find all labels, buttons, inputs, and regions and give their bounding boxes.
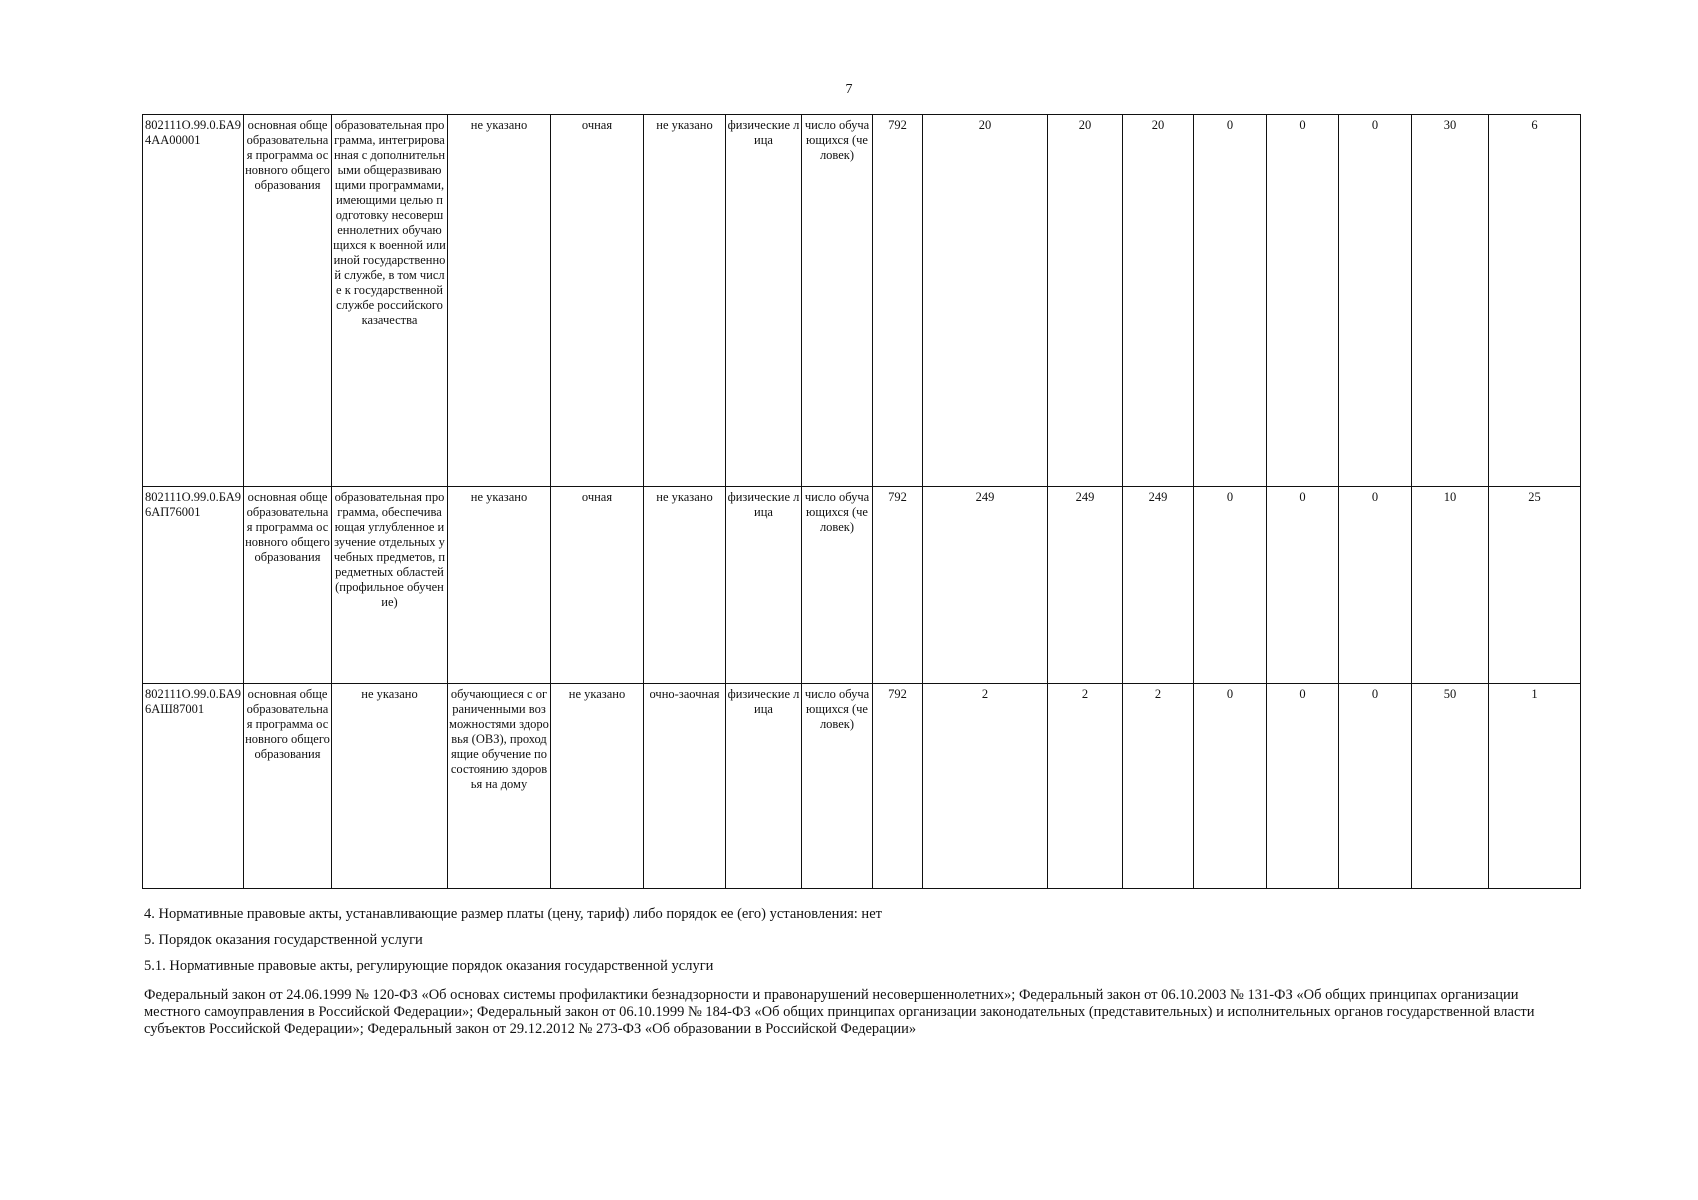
okei-cell: 792 <box>873 115 923 487</box>
note-item-4: 4. Нормативные правовые акты, устанавливающие размер платы (цену, тариф) либо порядок ее (его) установления: нет <box>144 906 882 922</box>
value-cell: 0 <box>1267 487 1339 684</box>
category-cell: не указано <box>448 487 551 684</box>
value-cell: 0 <box>1267 115 1339 487</box>
value-cell: 0 <box>1339 487 1412 684</box>
consumers-cell: физические лица <box>726 684 802 889</box>
value-cell: 50 <box>1412 684 1489 889</box>
registry-code: 802111О.99.0.БА94АА00001 <box>143 115 244 487</box>
value-cell: 30 <box>1412 115 1489 487</box>
value-cell: 0 <box>1339 115 1412 487</box>
value-cell: 0 <box>1339 684 1412 889</box>
value-cell: 6 <box>1489 115 1581 487</box>
value-cell: 0 <box>1194 115 1267 487</box>
content-cell: образовательная программа, интегрированная с дополнительными общеразвивающими программами, имеющими целью подготовку несовершеннолетних обучающихся к военной или иной государственной службе, в том числе к государственной службе российского казачества <box>332 115 448 487</box>
note-item-5: 5. Порядок оказания государственной услуги <box>144 932 423 948</box>
indicator-cell: число обучающихся (человек) <box>802 684 873 889</box>
value-cell: 1 <box>1489 684 1581 889</box>
value-cell: 249 <box>923 487 1048 684</box>
okei-cell: 792 <box>873 487 923 684</box>
value-cell: 20 <box>1048 115 1123 487</box>
consumers-cell: физические лица <box>726 115 802 487</box>
notes-section <box>144 905 1564 1046</box>
service-volume-table <box>142 114 1581 889</box>
form-cell: очная <box>551 487 644 684</box>
consumers-cell: физические лица <box>726 487 802 684</box>
form-cell: не указано <box>551 684 644 889</box>
value-cell: 20 <box>1123 115 1194 487</box>
value-cell: 2 <box>923 684 1048 889</box>
note-item-5-1: 5.1. Нормативные правовые акты, регулирующие порядок оказания государственной услуги <box>144 958 714 974</box>
content-cell: образовательная программа, обеспечивающая углубленное изучение отдельных учебных предметов, предметных областей (профильное обучение) <box>332 487 448 684</box>
content-cell: не указано <box>332 684 448 889</box>
registry-code: 802111О.99.0.БА96АШ87001 <box>143 684 244 889</box>
okei-cell: 792 <box>873 684 923 889</box>
value-cell: 2 <box>1048 684 1123 889</box>
indicator-cell: число обучающихся (человек) <box>802 115 873 487</box>
table-row <box>143 487 1581 684</box>
registry-code: 802111О.99.0.БА96АП76001 <box>143 487 244 684</box>
period-cell: не указано <box>644 487 726 684</box>
value-cell: 249 <box>1123 487 1194 684</box>
program-cell: основная общеобразовательная программа основного общего образования <box>244 115 332 487</box>
page-number: 7 <box>845 82 853 97</box>
value-cell: 2 <box>1123 684 1194 889</box>
program-cell: основная общеобразовательная программа основного общего образования <box>244 487 332 684</box>
form-cell: очная <box>551 115 644 487</box>
laws-paragraph: Федеральный закон от 24.06.1999 № 120-ФЗ «Об основах системы профилактики безнадзорности и правонарушений несовершеннолетних»; Федеральный закон от 06.10.2003 № 131-ФЗ «Об общих принципах организации местного самоуправления в Российской Федерации»; Федеральный закон от 06.10.1999 № 184-ФЗ «Об общих принципах организации законодательных (представительных) и исполнительных органов государственной власти субъектов Российской Федерации»; Федеральный закон от 29.12.2012 № 273-ФЗ «Об образовании в Российской Федерации» <box>144 987 1535 1037</box>
value-cell: 20 <box>923 115 1048 487</box>
period-cell: не указано <box>644 115 726 487</box>
value-cell: 0 <box>1267 684 1339 889</box>
value-cell: 0 <box>1194 487 1267 684</box>
table-row <box>143 684 1581 889</box>
category-cell: не указано <box>448 115 551 487</box>
period-cell: очно-заочная <box>644 684 726 889</box>
value-cell: 25 <box>1489 487 1581 684</box>
indicator-cell: число обучающихся (человек) <box>802 487 873 684</box>
program-cell: основная общеобразовательная программа основного общего образования <box>244 684 332 889</box>
value-cell: 249 <box>1048 487 1123 684</box>
value-cell: 0 <box>1194 684 1267 889</box>
category-cell: обучающиеся с ограниченными возможностями здоровья (ОВЗ), проходящие обучение по состоянию здоровья на дому <box>448 684 551 889</box>
value-cell: 10 <box>1412 487 1489 684</box>
table-row <box>143 115 1581 487</box>
